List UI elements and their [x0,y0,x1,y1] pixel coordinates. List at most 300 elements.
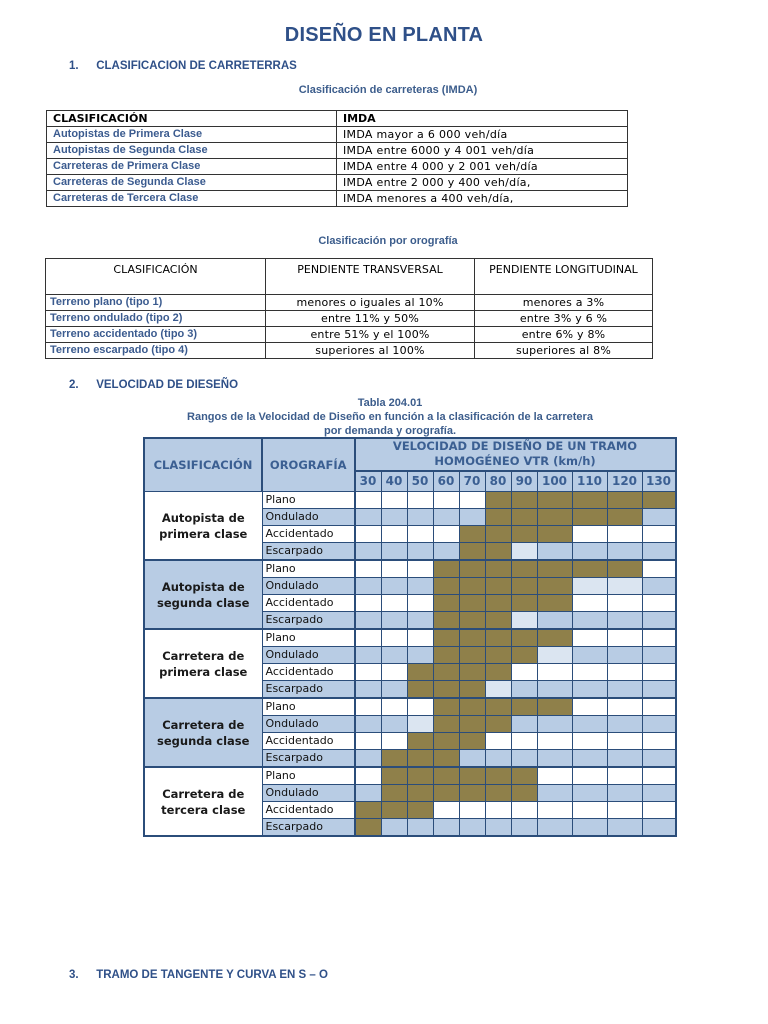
speed-cell-applicable [537,560,572,578]
speed-cell-empty [355,716,382,733]
terrain-label: Accidentado [262,595,355,612]
speed-cell-empty [572,595,607,612]
speed-cell-empty [642,802,676,819]
speed-column-header: 130 [642,471,676,492]
speed-cell-empty [511,819,537,837]
speed-cell-empty [511,733,537,750]
speed-cell-empty [511,612,537,630]
speed-cell-applicable [381,767,407,785]
speed-cell-applicable [459,767,485,785]
speed-cell-empty [537,647,572,664]
speed-cell-applicable [459,716,485,733]
speed-cell-empty [572,664,607,681]
speed-cell-empty [642,681,676,699]
speed-cell-empty [537,543,572,561]
speed-column-header: 70 [459,471,485,492]
speed-cell-empty [537,750,572,768]
imda-row-label: Autopistas de Primera Clase [47,127,337,143]
speed-cell-applicable [511,698,537,716]
speed-cell-empty [607,698,642,716]
speed-column-header: 90 [511,471,537,492]
speed-cell-empty [572,681,607,699]
speed-cell-empty [355,750,382,768]
speed-cell-applicable [485,595,511,612]
speed-cell-applicable [407,767,433,785]
speed-column-header: 110 [572,471,607,492]
road-class-line2: segunda clase [157,733,250,748]
speed-cell-empty [433,492,459,509]
speed-cell-applicable [381,802,407,819]
road-class-label [144,698,262,767]
speed-cell-empty [511,716,537,733]
speed-cell-empty [459,750,485,768]
terrain-label: Plano [262,629,355,647]
orografia-table-header-row [46,259,653,295]
speed-cell-empty [572,698,607,716]
speed-cell-applicable [407,733,433,750]
speed-cell-applicable [459,526,485,543]
speed-cell-empty [355,681,382,699]
speed-cell-empty [642,647,676,664]
terrain-label: Escarpado [262,612,355,630]
speed-cell-empty [607,526,642,543]
speed-table-caption-line1: Rangos de la Velocidad de Diseño en función a la clasificación de la carretera [187,411,593,423]
speed-column-header: 60 [433,471,459,492]
speed-table-row [144,767,676,785]
speed-cell-empty [433,819,459,837]
speed-cell-applicable [642,492,676,509]
speed-cell-empty [607,612,642,630]
imda-header-clasificacion: CLASIFICACIÓN [47,111,337,127]
speed-cell-applicable [511,647,537,664]
speed-cell-empty [572,750,607,768]
imda-row-value: IMDA mayor a 6 000 veh/día [337,127,628,143]
orografia-table [45,258,653,359]
speed-cell-applicable [433,698,459,716]
speed-table-number: Tabla 204.01 [357,397,423,409]
speed-cell-empty [607,767,642,785]
terrain-label: Escarpado [262,543,355,561]
speed-cell-applicable [459,785,485,802]
speed-cell-empty [381,509,407,526]
speed-cell-empty [511,802,537,819]
orografia-row-transversal: entre 11% y 50% [266,311,475,327]
speed-cell-empty [381,716,407,733]
table-row [46,311,653,327]
speed-cell-applicable [572,560,607,578]
speed-cell-empty [355,629,382,647]
orografia-row-transversal: entre 51% y el 100% [266,327,475,343]
speed-cell-applicable [433,612,459,630]
speed-cell-applicable [485,785,511,802]
terrain-label: Escarpado [262,750,355,768]
imda-row-value: IMDA entre 4 000 y 2 001 veh/día [337,159,628,175]
speed-cell-empty [607,595,642,612]
speed-cell-applicable [511,526,537,543]
speed-cell-applicable [459,612,485,630]
speed-cell-empty [381,733,407,750]
terrain-label: Escarpado [262,819,355,837]
speed-cell-empty [642,560,676,578]
speed-cell-empty [642,716,676,733]
orografia-header-longitudinal: PENDIENTE LONGITUDINAL [475,259,653,295]
speed-cell-empty [572,612,607,630]
speed-cell-applicable [433,681,459,699]
speed-cell-applicable [537,578,572,595]
speed-cell-applicable [485,492,511,509]
speed-cell-empty [572,716,607,733]
speed-cell-empty [642,785,676,802]
speed-cell-empty [433,526,459,543]
orografia-header-transversal: PENDIENTE TRANSVERSAL [266,259,475,295]
speed-table-caption [0,396,768,438]
speed-cell-empty [537,767,572,785]
speed-cell-applicable [537,492,572,509]
speed-cell-empty [642,543,676,561]
terrain-label: Plano [262,767,355,785]
speed-cell-applicable [433,595,459,612]
speed-cell-empty [642,767,676,785]
speed-cell-empty [407,595,433,612]
speed-cell-empty [607,681,642,699]
road-class-line1: Carretera de [162,786,245,801]
speed-cell-applicable [459,595,485,612]
speed-cell-applicable [381,750,407,768]
speed-cell-empty [642,819,676,837]
speed-column-header: 120 [607,471,642,492]
table-row [46,343,653,359]
section-3-heading [69,969,328,981]
terrain-label: Plano [262,698,355,716]
speed-cell-empty [572,802,607,819]
speed-cell-empty [537,664,572,681]
speed-cell-applicable [433,767,459,785]
terrain-label: Plano [262,560,355,578]
speed-cell-empty [407,698,433,716]
terrain-label: Accidentado [262,802,355,819]
speed-cell-applicable [537,629,572,647]
speed-cell-empty [381,560,407,578]
speed-table-caption-line2: por demanda y orografía. [323,425,457,437]
terrain-label: Ondulado [262,578,355,595]
speed-column-header: 80 [485,471,511,492]
speed-header-velocidad [355,438,676,471]
speed-cell-empty [381,492,407,509]
speed-cell-empty [642,750,676,768]
speed-cell-applicable [511,509,537,526]
speed-cell-empty [355,612,382,630]
road-class-line1: Carretera de [162,717,245,732]
terrain-label: Ondulado [262,647,355,664]
table-row [47,127,628,143]
speed-cell-empty [511,543,537,561]
speed-cell-empty [607,802,642,819]
speed-header-clasificacion: CLASIFICACIÓN [144,438,262,492]
speed-cell-applicable [572,509,607,526]
speed-cell-empty [355,698,382,716]
speed-cell-empty [642,629,676,647]
speed-cell-applicable [485,509,511,526]
speed-cell-empty [572,578,607,595]
section-2-heading [69,379,238,391]
speed-cell-empty [607,543,642,561]
speed-cell-empty [511,750,537,768]
speed-cell-applicable [485,578,511,595]
road-class-label [144,492,262,561]
orografia-row-label: Terreno plano (tipo 1) [46,295,266,311]
speed-cell-applicable [433,716,459,733]
speed-cell-empty [642,578,676,595]
speed-cell-empty [355,578,382,595]
speed-cell-empty [485,750,511,768]
speed-cell-applicable [459,664,485,681]
speed-cell-empty [607,819,642,837]
speed-column-header: 50 [407,471,433,492]
speed-cell-empty [407,647,433,664]
speed-cell-empty [572,819,607,837]
speed-cell-applicable [433,629,459,647]
speed-cell-empty [607,629,642,647]
speed-cell-empty [459,802,485,819]
section-3-title: TRAMO DE TANGENTE Y CURVA EN S – O [96,969,328,981]
speed-cell-applicable [572,492,607,509]
speed-cell-applicable [607,492,642,509]
table-row [47,143,628,159]
road-class-line2: primera clase [159,526,248,541]
speed-table-header-row [144,438,676,471]
speed-cell-empty [407,578,433,595]
speed-cell-empty [485,681,511,699]
speed-cell-empty [642,733,676,750]
speed-column-header: 40 [381,471,407,492]
speed-cell-empty [537,612,572,630]
speed-cell-applicable [485,716,511,733]
speed-cell-applicable [433,664,459,681]
speed-cell-empty [607,647,642,664]
speed-cell-applicable [407,681,433,699]
speed-cell-applicable [459,578,485,595]
speed-cell-empty [642,526,676,543]
orografia-row-longitudinal: entre 6% y 8% [475,327,653,343]
speed-cell-applicable [355,802,382,819]
speed-cell-empty [381,664,407,681]
terrain-label: Ondulado [262,716,355,733]
imda-row-value: IMDA entre 2 000 y 400 veh/día, [337,175,628,191]
table-row [47,175,628,191]
terrain-label: Accidentado [262,526,355,543]
speed-cell-empty [572,767,607,785]
speed-cell-empty [381,629,407,647]
speed-cell-applicable [485,543,511,561]
orografia-row-label: Terreno escarpado (tipo 4) [46,343,266,359]
speed-cell-empty [407,716,433,733]
orografia-row-transversal: menores o iguales al 10% [266,295,475,311]
terrain-label: Escarpado [262,681,355,699]
speed-cell-applicable [459,560,485,578]
speed-cell-applicable [433,647,459,664]
orografia-row-transversal: superiores al 100% [266,343,475,359]
speed-cell-empty [433,509,459,526]
speed-cell-applicable [459,681,485,699]
speed-table-row [144,560,676,578]
speed-cell-applicable [459,543,485,561]
orografia-table-caption: Clasificación por orografía [318,235,458,247]
road-class-line1: Autopista de [161,579,245,594]
speed-cell-empty [607,578,642,595]
speed-cell-applicable [511,767,537,785]
section-1-heading [69,60,297,72]
speed-cell-empty [407,543,433,561]
speed-cell-empty [433,802,459,819]
speed-cell-applicable [485,560,511,578]
terrain-label: Ondulado [262,785,355,802]
speed-header-velocidad-line1: VELOCIDAD DE DISEÑO DE UN TRAMO [392,439,638,454]
speed-cell-empty [537,681,572,699]
speed-cell-applicable [537,526,572,543]
speed-cell-applicable [511,492,537,509]
speed-cell-empty [642,509,676,526]
speed-cell-applicable [607,509,642,526]
speed-cell-empty [572,733,607,750]
speed-cell-empty [511,664,537,681]
speed-cell-empty [459,819,485,837]
speed-cell-applicable [407,785,433,802]
speed-cell-applicable [433,733,459,750]
speed-cell-applicable [511,560,537,578]
speed-cell-applicable [459,698,485,716]
speed-cell-empty [537,819,572,837]
speed-cell-applicable [537,698,572,716]
speed-cell-applicable [485,767,511,785]
speed-header-velocidad-line2: HOMOGÉNEO VTR (km/h) [434,454,596,469]
table-row [47,191,628,207]
speed-cell-empty [381,578,407,595]
speed-cell-empty [407,612,433,630]
orografia-row-longitudinal: entre 3% y 6 % [475,311,653,327]
speed-cell-empty [381,543,407,561]
speed-table-row [144,629,676,647]
speed-cell-applicable [485,647,511,664]
speed-cell-empty [433,543,459,561]
terrain-label: Accidentado [262,664,355,681]
speed-cell-empty [642,698,676,716]
speed-cell-applicable [407,664,433,681]
speed-cell-empty [642,595,676,612]
speed-cell-applicable [381,785,407,802]
speed-cell-empty [381,595,407,612]
speed-cell-empty [355,647,382,664]
imda-row-label: Autopistas de Segunda Clase [47,143,337,159]
imda-row-value: IMDA entre 6000 y 4 001 veh/día [337,143,628,159]
page-title: DISEÑO EN PLANTA [284,24,484,46]
speed-cell-applicable [459,629,485,647]
speed-cell-applicable [433,578,459,595]
speed-cell-applicable [485,526,511,543]
speed-cell-applicable [511,595,537,612]
road-class-line1: Autopista de [161,510,245,525]
road-class-label [144,767,262,836]
speed-cell-applicable [607,560,642,578]
speed-cell-empty [572,629,607,647]
speed-cell-empty [355,492,382,509]
speed-cell-empty [407,492,433,509]
speed-cell-applicable [485,664,511,681]
road-class-line2: tercera clase [161,802,246,817]
section-1-title: CLASIFICACION DE CARRETERRAS [96,60,297,72]
speed-cell-empty [607,785,642,802]
speed-cell-empty [381,698,407,716]
imda-row-label: Carreteras de Primera Clase [47,159,337,175]
speed-cell-applicable [511,629,537,647]
speed-cell-empty [407,526,433,543]
speed-cell-applicable [459,647,485,664]
speed-cell-applicable [485,629,511,647]
speed-cell-empty [537,716,572,733]
imda-table-header-row [47,111,628,127]
speed-cell-applicable [511,578,537,595]
speed-cell-empty [485,733,511,750]
design-speed-table [143,437,677,837]
speed-cell-empty [485,802,511,819]
speed-cell-empty [607,716,642,733]
speed-cell-empty [537,802,572,819]
speed-table-row [144,492,676,509]
speed-cell-empty [355,595,382,612]
speed-cell-empty [642,664,676,681]
imda-row-value: IMDA menores a 400 veh/día, [337,191,628,207]
table-row [46,295,653,311]
speed-cell-empty [407,819,433,837]
speed-cell-empty [572,543,607,561]
speed-cell-empty [355,543,382,561]
road-class-label [144,629,262,698]
speed-cell-empty [511,681,537,699]
terrain-label: Accidentado [262,733,355,750]
speed-column-header: 100 [537,471,572,492]
imda-row-label: Carreteras de Segunda Clase [47,175,337,191]
speed-cell-applicable [433,750,459,768]
speed-cell-empty [407,509,433,526]
speed-cell-applicable [511,785,537,802]
speed-cell-applicable [537,595,572,612]
speed-cell-empty [407,560,433,578]
speed-cell-empty [485,819,511,837]
speed-cell-applicable [407,802,433,819]
speed-cell-empty [572,785,607,802]
section-3-number: 3. [69,969,79,981]
speed-cell-empty [537,785,572,802]
speed-cell-empty [355,767,382,785]
speed-cell-empty [572,526,607,543]
imda-header-imda: IMDA [337,111,628,127]
speed-cell-applicable [459,733,485,750]
section-2-number: 2. [69,379,79,391]
speed-cell-empty [407,629,433,647]
speed-cell-empty [642,612,676,630]
speed-table-row [144,698,676,716]
imda-table [46,110,628,207]
speed-cell-applicable [537,509,572,526]
speed-cell-applicable [433,785,459,802]
speed-cell-applicable [407,750,433,768]
section-1-number: 1. [69,60,79,72]
orografia-row-label: Terreno ondulado (tipo 2) [46,311,266,327]
road-class-line1: Carretera de [162,648,245,663]
speed-cell-empty [355,509,382,526]
road-class-line2: segunda clase [157,595,250,610]
speed-cell-empty [607,733,642,750]
speed-cell-empty [381,612,407,630]
